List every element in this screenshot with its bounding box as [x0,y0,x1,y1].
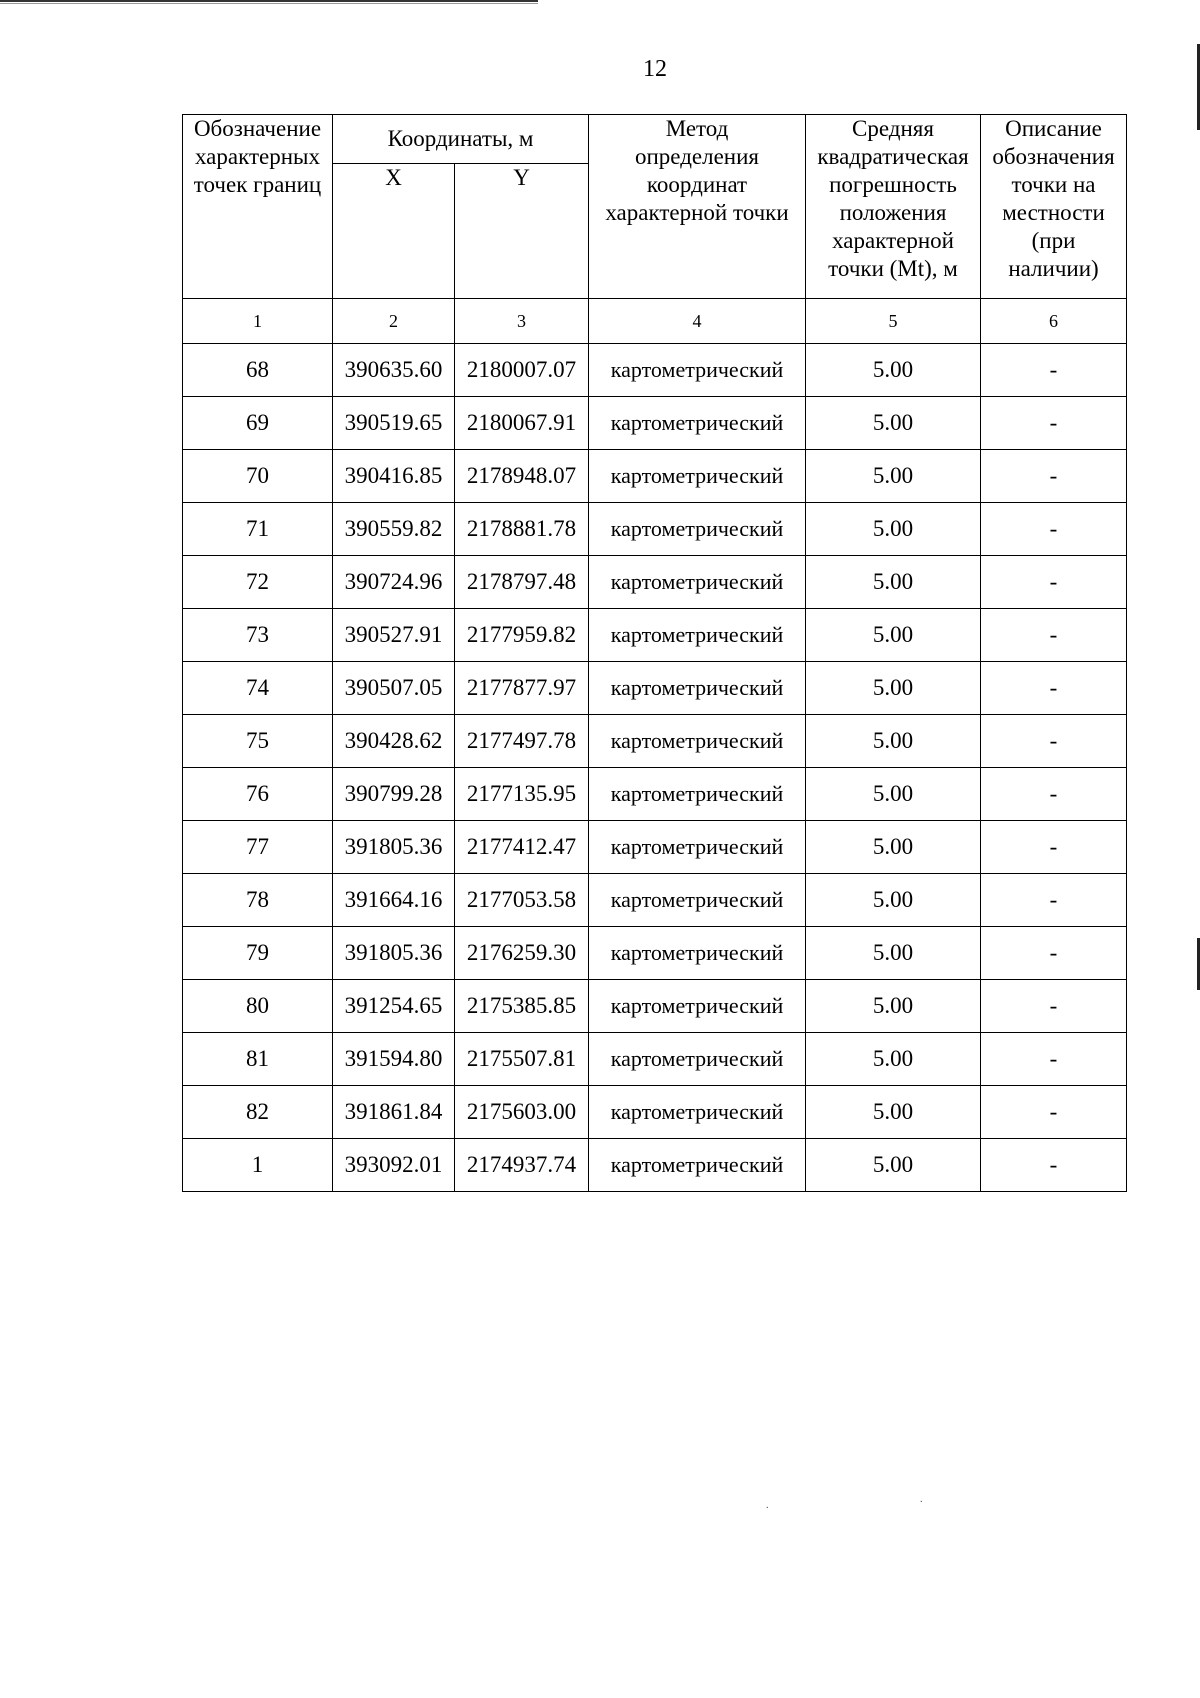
x-coordinate-cell: 391254.65 [333,980,455,1033]
method-cell: картометрический [589,503,806,556]
coordinates-table [182,114,1127,1192]
description-cell: - [981,609,1127,662]
x-coordinate-cell: 393092.01 [333,1139,455,1192]
description-cell: - [981,927,1127,980]
point-id-cell: 78 [183,874,333,927]
point-id-cell: 73 [183,609,333,662]
header-description: Описание обозначения точки на местности (при наличии) [981,115,1127,299]
mt-error-cell: 5.00 [806,503,981,556]
column-number: 2 [333,299,455,344]
method-cell: картометрический [589,344,806,397]
method-cell: картометрический [589,1086,806,1139]
y-coordinate-cell: 2178881.78 [455,503,589,556]
y-coordinate-cell: 2177135.95 [455,768,589,821]
header-x: X [333,164,455,299]
x-coordinate-cell: 390635.60 [333,344,455,397]
scan-edge-line [0,3,538,4]
description-cell: - [981,768,1127,821]
point-id-cell: 80 [183,980,333,1033]
column-number: 4 [589,299,806,344]
point-id-cell: 81 [183,1033,333,1086]
x-coordinate-cell: 390519.65 [333,397,455,450]
x-coordinate-cell: 391805.36 [333,927,455,980]
point-id-cell: 71 [183,503,333,556]
scan-edge-line [0,0,538,2]
method-cell: картометрический [589,450,806,503]
mt-error-cell: 5.00 [806,874,981,927]
x-coordinate-cell: 390428.62 [333,715,455,768]
table-row [183,1033,1127,1086]
method-cell: картометрический [589,980,806,1033]
point-id-cell: 69 [183,397,333,450]
column-number: 1 [183,299,333,344]
table-body [183,344,1127,1192]
mt-error-cell: 5.00 [806,768,981,821]
scan-speck: . [920,1494,923,1505]
table-row [183,821,1127,874]
y-coordinate-cell: 2177959.82 [455,609,589,662]
table-row [183,768,1127,821]
table-row [183,397,1127,450]
y-coordinate-cell: 2177053.58 [455,874,589,927]
y-coordinate-cell: 2178948.07 [455,450,589,503]
description-cell: - [981,1086,1127,1139]
mt-error-cell: 5.00 [806,821,981,874]
table-row [183,344,1127,397]
description-cell: - [981,503,1127,556]
mt-error-cell: 5.00 [806,397,981,450]
table-row [183,874,1127,927]
method-cell: картометрический [589,1139,806,1192]
mt-error-cell: 5.00 [806,980,981,1033]
y-coordinate-cell: 2177412.47 [455,821,589,874]
mt-error-cell: 5.00 [806,1086,981,1139]
point-id-cell: 75 [183,715,333,768]
x-coordinate-cell: 391594.80 [333,1033,455,1086]
column-number: 3 [455,299,589,344]
column-number: 6 [981,299,1127,344]
description-cell: - [981,450,1127,503]
table-row [183,609,1127,662]
method-cell: картометрический [589,874,806,927]
y-coordinate-cell: 2180007.07 [455,344,589,397]
table-row [183,503,1127,556]
method-cell: картометрический [589,556,806,609]
point-id-cell: 76 [183,768,333,821]
x-coordinate-cell: 391861.84 [333,1086,455,1139]
point-id-cell: 77 [183,821,333,874]
table-row [183,556,1127,609]
header-method: Метод определения координат характерной точки [589,115,806,299]
mt-error-cell: 5.00 [806,715,981,768]
table-row [183,927,1127,980]
x-coordinate-cell: 390799.28 [333,768,455,821]
point-id-cell: 74 [183,662,333,715]
description-cell: - [981,662,1127,715]
description-cell: - [981,344,1127,397]
x-coordinate-cell: 390559.82 [333,503,455,556]
header-error: Средняя квадратическая погрешность положения характерной точки (Mt), м [806,115,981,299]
mt-error-cell: 5.00 [806,556,981,609]
y-coordinate-cell: 2177877.97 [455,662,589,715]
point-id-cell: 70 [183,450,333,503]
description-cell: - [981,874,1127,927]
point-id-cell: 79 [183,927,333,980]
scan-speck: . [766,1500,769,1511]
description-cell: - [981,1139,1127,1192]
mt-error-cell: 5.00 [806,1139,981,1192]
description-cell: - [981,556,1127,609]
table-row [183,1139,1127,1192]
x-coordinate-cell: 391664.16 [333,874,455,927]
description-cell: - [981,821,1127,874]
mt-error-cell: 5.00 [806,662,981,715]
y-coordinate-cell: 2178797.48 [455,556,589,609]
description-cell: - [981,1033,1127,1086]
page-number: 12 [643,56,667,82]
mt-error-cell: 5.00 [806,609,981,662]
method-cell: картометрический [589,715,806,768]
x-coordinate-cell: 390527.91 [333,609,455,662]
header-designation: Обозначение характерных точек границ [183,115,333,299]
mt-error-cell: 5.00 [806,927,981,980]
column-number-row [183,299,1127,344]
y-coordinate-cell: 2175385.85 [455,980,589,1033]
y-coordinate-cell: 2180067.91 [455,397,589,450]
header-row [183,115,1127,164]
method-cell: картометрический [589,768,806,821]
method-cell: картометрический [589,397,806,450]
x-coordinate-cell: 391805.36 [333,821,455,874]
y-coordinate-cell: 2174937.74 [455,1139,589,1192]
y-coordinate-cell: 2177497.78 [455,715,589,768]
x-coordinate-cell: 390416.85 [333,450,455,503]
column-number: 5 [806,299,981,344]
description-cell: - [981,397,1127,450]
point-id-cell: 1 [183,1139,333,1192]
point-id-cell: 72 [183,556,333,609]
table-row [183,715,1127,768]
x-coordinate-cell: 390507.05 [333,662,455,715]
mt-error-cell: 5.00 [806,1033,981,1086]
header-coordinates: Координаты, м [333,115,589,164]
table-row [183,980,1127,1033]
method-cell: картометрический [589,662,806,715]
point-id-cell: 82 [183,1086,333,1139]
y-coordinate-cell: 2175507.81 [455,1033,589,1086]
method-cell: картометрический [589,609,806,662]
y-coordinate-cell: 2176259.30 [455,927,589,980]
method-cell: картометрический [589,927,806,980]
y-coordinate-cell: 2175603.00 [455,1086,589,1139]
table-row [183,450,1127,503]
mt-error-cell: 5.00 [806,450,981,503]
table-row [183,662,1127,715]
description-cell: - [981,980,1127,1033]
method-cell: картометрический [589,821,806,874]
table-row [183,1086,1127,1139]
mt-error-cell: 5.00 [806,344,981,397]
method-cell: картометрический [589,1033,806,1086]
header-y: Y [455,164,589,299]
point-id-cell: 68 [183,344,333,397]
description-cell: - [981,715,1127,768]
x-coordinate-cell: 390724.96 [333,556,455,609]
